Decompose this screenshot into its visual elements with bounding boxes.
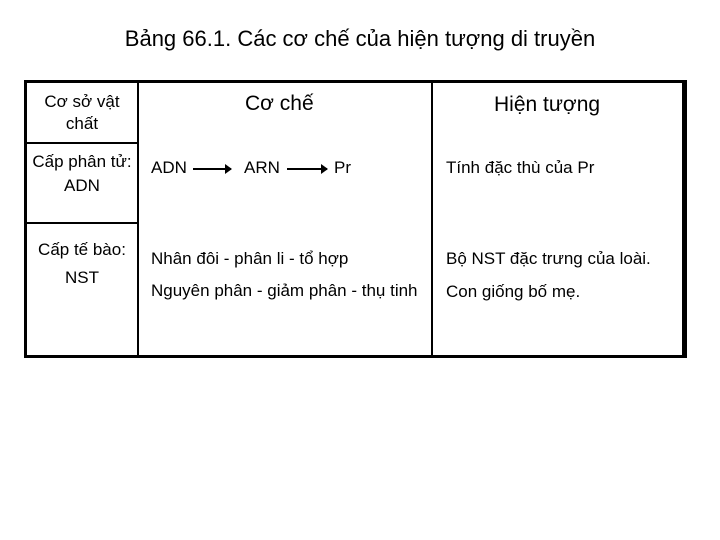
row1-basis: Cấp phân tử: ADN [32, 152, 132, 195]
row2-basis: Cấp tế bào: NST [38, 240, 126, 287]
table-title: Bảng 66.1. Các cơ chế của hiện tượng di truyền [124, 26, 596, 51]
row-divider [27, 142, 138, 144]
row2-phenomenon-1: Bộ NST đặc trưng của loài. [446, 249, 651, 268]
row2-mechanism-2: Nguyên phân - giảm phân - thụ tinh [151, 281, 418, 300]
chain-adn: ADN [151, 158, 187, 177]
chain-pr: Pr [334, 158, 351, 177]
mechanism-table [24, 80, 687, 358]
row-divider [27, 222, 138, 224]
row1-phenomenon: Tính đặc thù của Pr [446, 158, 595, 177]
row2-mechanism-1: Nhân đôi - phân li - tổ hợp [151, 249, 349, 268]
header-basis: Cơ sở vật chất [44, 92, 120, 133]
header-phenomenon: Hiện tượng [494, 93, 601, 116]
row2-phenomenon-2: Con giống bố mẹ. [446, 282, 581, 301]
column-divider [137, 83, 139, 355]
right-arrow-icon [193, 168, 231, 170]
right-arrow-icon [287, 168, 327, 170]
column-divider [431, 83, 433, 355]
header-mechanism: Cơ chế [245, 92, 314, 115]
chain-arn: ARN [244, 158, 280, 177]
table-right-border [682, 83, 684, 355]
